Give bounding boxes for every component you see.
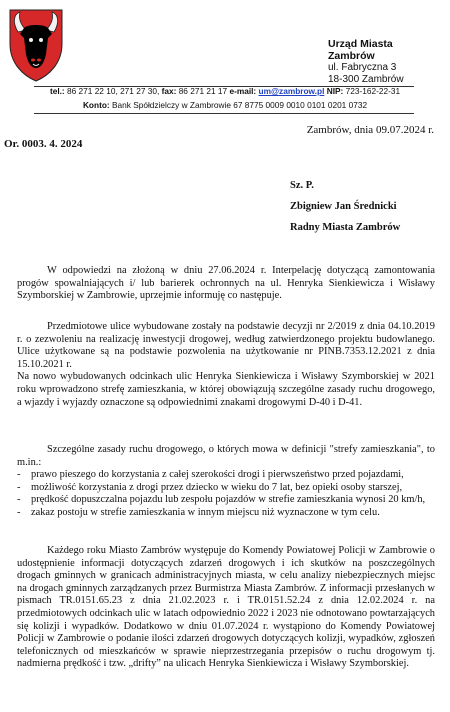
- office-street: ul. Fabryczna 3: [328, 62, 397, 73]
- header-divider-bottom: [34, 113, 414, 114]
- paragraph-3: [17, 444, 435, 520]
- paragraph-2b: Na nowo wybudowanych odcinkach ulic Henryka Sienkiewicza i Wisławy Szymborskiej w 2021 roku wprowadzono strefę zamieszkania, w której obowiązują szczególne zasady ruchu drogowego, a wjazdy i wyjazdy oznaczone są odpowiednimi znakami drogowymi D-40 i D-41.: [17, 371, 435, 408]
- paragraph-1: W odpowiedzi na złożoną w dniu 27.06.2024 r. Interpelację dotyczącą zamontowania progów spowalniających i/ lub barierek ochronnych na ul. Henryka Sienkiewicza i Wisławy Szymborskiej w Zambrowie, uprzejmie informuję co następuje.: [17, 265, 435, 302]
- list-item: - możliwość korzystania z drogi przez dziecko w wieku do 7 lat, bez opieki osoby starszej,: [17, 482, 435, 495]
- contact-line: [0, 85, 450, 98]
- paragraph-2: [17, 321, 435, 409]
- rules-intro: Szczególne zasady ruchu drogowego, o których mowa w definicji "strefy zamieszkania", to m.in.:: [17, 444, 435, 468]
- email-label: e-mail:: [229, 86, 257, 96]
- rules-list: [17, 469, 435, 519]
- list-item: - zakaz postoju w strefie zamieszkania w innym miejscu niż wyznaczone w tym celu.: [17, 507, 435, 520]
- paragraph-4: Każdego roku Miasto Zambrów występuje do Komendy Powiatowej Policji w Zambrowie o udostępnienie informacji dotyczących zdarzeń drogowych i ich skutków na poszczególnych drogach gminnych w granicach administracyjnych miasta, w celu analizy niebezpiecznych miejsc na drogach gminnych zarządzanych przez Burmistrza Miasta Zambrów. Z informacji przesłanych w pismach TR.0151.65.23 z dnia 21.02.2023 r. i TR.0151.52.24 z dnia 12.02.2024 r. na przedmiotowych odcinkach ulic w latach odpowiednio 2022 i 2023 nie odnotowano powtarzających się kolizji i wypadków. Dodatkowo w dniu 01.07.2024 r. wystąpiono do Komendy Powiatowej Policji w Zambrowie o podanie ilości zdarzeń drogowych dotyczących kolizji, wypadków, zgłoszeń telefonicznych od mieszkańców w sprawie nieprzestrzegania przepisów o ruchu drogowym tj. nadmierna prędkość i tzw. „drifty” na ulicach Henryka Sienkiewicza i Wisławy Szymborskiej.: [17, 545, 435, 670]
- nip-value: 723-162-22-31: [345, 86, 401, 96]
- list-item: - prędkość dopuszczalna pojazdu lub zespołu pojazdów w strefie zamieszkania wynosi 20 km/h,: [17, 494, 435, 507]
- recipient-title: Radny Miasta Zambrów: [290, 222, 401, 233]
- office-name: Urząd Miasta Zambrów: [328, 38, 393, 62]
- email-link[interactable]: um@zambrow.pl: [258, 86, 325, 96]
- fax-value: 86 271 21 17: [178, 86, 228, 96]
- place-date: Zambrów, dnia 09.07.2024 r.: [306, 124, 434, 136]
- office-address-block: [328, 38, 438, 86]
- reference-number: Or. 0003. 4. 2024: [4, 138, 83, 150]
- bank-value: Bank Spółdzielczy w Zambrowie 67 8775 0009 0010 0101 0201 0732: [111, 100, 368, 110]
- office-city: 18-300 Zambrów: [328, 74, 404, 85]
- recipient-name: Zbigniew Jan Średnicki: [290, 201, 397, 212]
- zambrow-coat-of-arms-icon: [4, 4, 68, 84]
- list-item: - prawo pieszego do korzystania z całej szerokości drogi i pierwszeństwo przed pojazdami,: [17, 469, 435, 482]
- tel-value: 86 271 22 10, 271 27 30,: [67, 86, 160, 96]
- bank-line: [0, 99, 450, 112]
- paragraph-2a: Przedmiotowe ulice wybudowane zostały na podstawie decyzji nr 2/2019 z dnia 04.10.2019 r. o zezwoleniu na realizację inwestycji drogowej, według zatwierdzonego projektu budowlanego. Ulice użytkowane są na podstawie pozwolenia na użytkowanie nr PINB.7353.12.2021 z dnia 15.10.2021 r.: [17, 321, 435, 370]
- tel-label: tel.:: [49, 86, 65, 96]
- nip-label: NIP:: [326, 86, 344, 96]
- salutation: Sz. P.: [290, 180, 314, 191]
- fax-label: fax:: [161, 86, 177, 96]
- bank-label: Konto:: [82, 100, 110, 110]
